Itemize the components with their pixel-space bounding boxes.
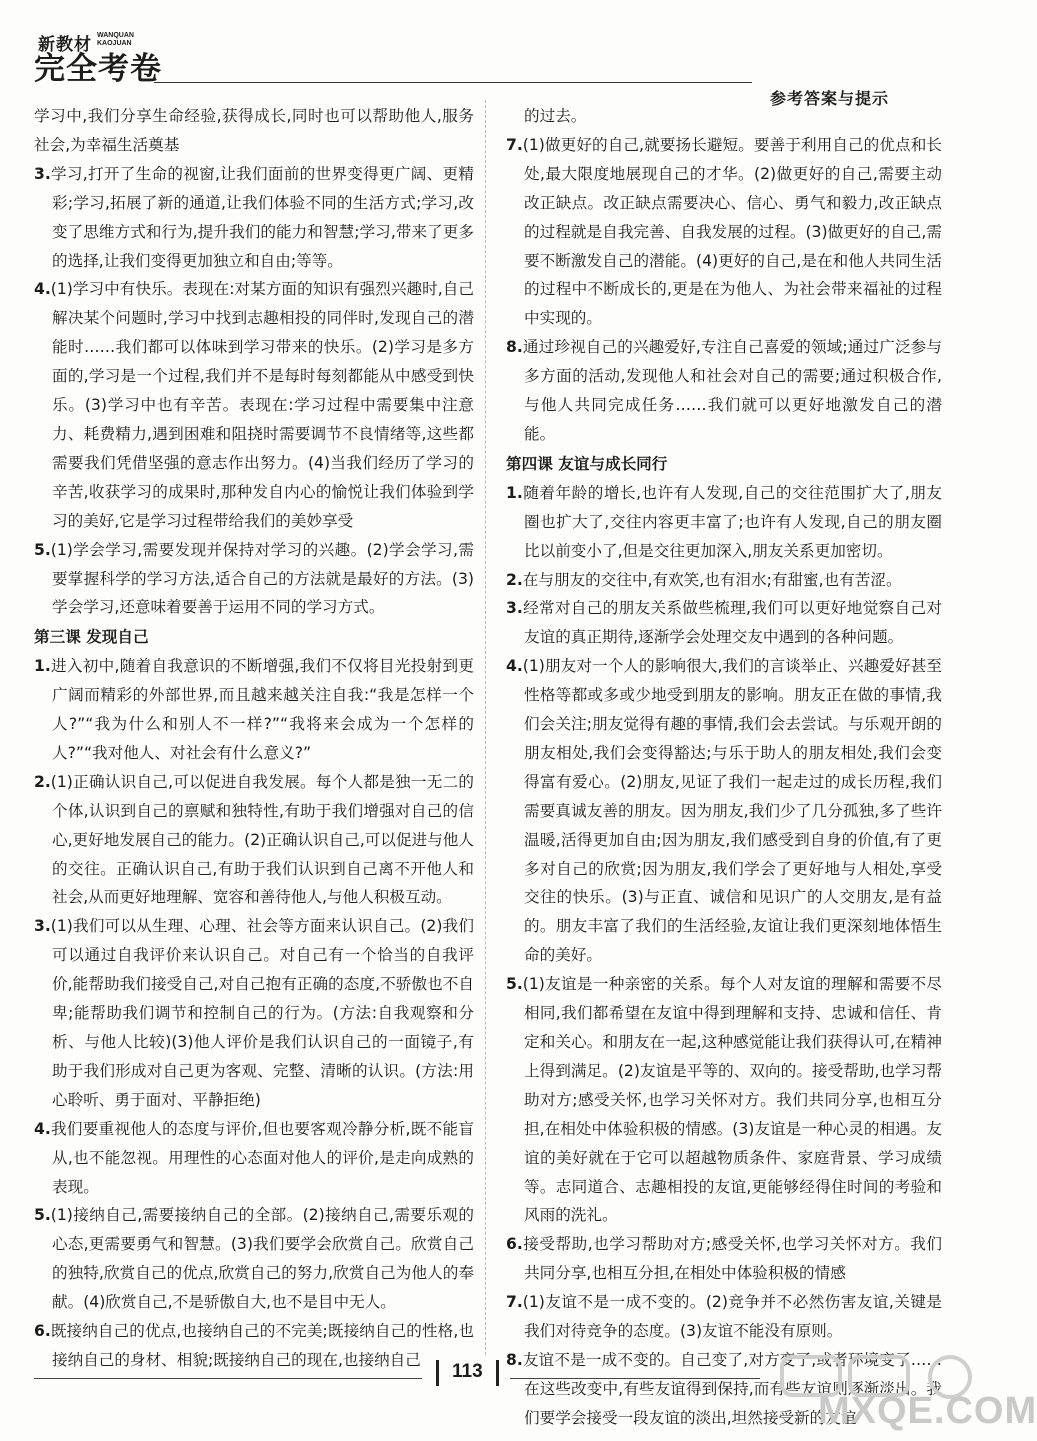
answer-continued: 学习中,我们分享生命经验,获得成长,同时也可以帮助他人,服务社会,为幸福生活奠基	[34, 107, 474, 154]
answer-continued: 的过去。	[524, 107, 587, 125]
lesson-heading: 第四课 友谊与成长同行	[506, 454, 668, 473]
header-rule	[154, 82, 752, 83]
answer-2: 2.(1)正确认识自己,可以促进自我发展。每个人都是独一无二的个体,认识到自己的禀赋和独特性,有助于我们增强对自己的信心,更好地发展自己的能力。(2)正确认识自己,可以促进与他人的交往。正确认识自己,有助于我们认识到自己离不开他人和社会,从而更好地理解、宽容和善待他人,与他人积极互动。	[34, 772, 474, 907]
watermark-text: MXQE.COM	[818, 1390, 1037, 1432]
answer-1: 1.随着年龄的增长,也许有人发现,自己的交往范围扩大了,朋友圈也扩大了,交往内容更丰富了;也许有人发现,自己的朋友圈比以前变小了,但是交往更加深入,朋友关系更加密切。	[506, 483, 942, 560]
answer-2: 2.在与朋友的交往中,有欢笑,也有泪水;有甜蜜,也有苦涩。	[506, 570, 902, 589]
answer-3: 3.学习,打开了生命的视窗,让我们面前的世界变得更广阔、更精彩;学习,拓展了新的通道,让我们体验不同的生活方式;学习,改变了思维方式和行为,提升我们的能力和智慧;学习,带来了更多的选择,让我们变得更加独立和自由;等等。	[34, 164, 474, 270]
answer-4: 4.(1)朋友对一个人的影响很大,我们的言谈举止、兴趣爱好甚至性格等都或多或少地受到朋友的影响。朋友正在做的事情,我们会关注;朋友觉得有趣的事情,我们会去尝试。与乐观开朗的朋友相处,我们会变得豁达;与乐于助人的朋友相处,我们会变得富有爱心。(2)朋友,见证了我们一起走过的成长历程,我们需要真诚友善的朋友。因为朋友,我们少了几分孤独,多了些许温暖,活得更加自由;因为朋友,我们感受到自身的价值,有了更多对自己的欣赏;因为朋友,我们学会了更好地与人相处,享受交往的快乐。(3)与正直、诚信和见识广的人交朋友,是有益的。朋友丰富了我们的生活经验,友谊让我们更深刻地体悟生命的美好。	[506, 657, 942, 965]
footer-rule	[34, 1378, 422, 1379]
page-number: 113	[452, 1361, 483, 1382]
answer-7: 7.(1)做更好的自己,就要扬长避短。要善于利用自己的优点和长处,最大限度地展现自己的才华。(2)做更好的自己,需要主动改正缺点。改正缺点需要决心、信心、勇气和毅力,改正缺点的过程就是自我完善、自我发展的过程。(3)做更好的自己,需要不断激发自己的潜能。(4)更好的自己,是在和他人共同生活的过程中不断成长的,更是在为他人、为社会带来福祉的过程中实现的。	[506, 135, 942, 328]
series-logo: 新教材	[38, 35, 92, 55]
answer-3: 3.(1)我们可以从生理、心理、社会等方面来认识自己。(2)我们可以通过自我评价来认识自己。对自己有一个恰当的自我评价,能帮助我们接受自己,对自己抱有正确的态度,不骄傲也不自卑;能帮助我们调节和控制自己的行为。(方法:自我观察和分析、与他人比较)(3)他人评价是我们认识自己的一面镜子,有助于我们形成对自己更为客观、完整、清晰的认识。(方法:用心聆听、勇于面对、平静拒绝)	[34, 917, 474, 1109]
answer-4: 4.我们要重视他人的态度与评价,但也要客观冷静分析,既不能盲从,也不能忽视。用理性的心态面对他人的评价,是走向成熟的表现。	[34, 1119, 474, 1196]
answer-5: 5.(1)接纳自己,需要接纳自己的全部。(2)接纳自己,需要乐观的心态,更需要勇气和智慧。(3)我们要学会欣赏自己。欣赏自己的独特,欣赏自己的优点,欣赏自己的努力,欣赏自己为他人的奉献。(4)欣赏自己,不是骄傲自大,也不是目中无人。	[34, 1206, 474, 1312]
answer-1: 1.进入初中,随着自我意识的不断增强,我们不仅将目光投射到更广阔而精彩的外部世界,而且越来越关注自我:“我是怎样一个人?”“我为什么和别人不一样?”“我将来会成为一个怎样的人?”“我对他人、对社会有什么意义?”	[34, 657, 474, 762]
section-title: 参考答案与提示	[770, 89, 890, 108]
footer-bar	[436, 1360, 439, 1386]
series-logo-pinyin: WANQUAN KAOJUAN	[97, 32, 134, 47]
answer-3: 3.经常对自己的朋友关系做些梳理,我们可以更好地觉察自己对友谊的真正期待,逐渐学会处理交友中遇到的各种问题。	[506, 599, 942, 647]
column-divider	[485, 100, 486, 1355]
lesson-heading: 第三课 发现自己	[34, 628, 149, 647]
left-column	[34, 102, 474, 1375]
answer-5: 5.(1)友谊是一种亲密的关系。每个人对友谊的理解和需要不尽相同,我们都希望在友谊中得到理解和支持、忠诚和信任、肯定和关心。和朋友在一起,这种感觉能让我们获得认可,在精神上得到满足。(2)友谊是平等的、双向的。接受帮助,也学习帮助对方;感受关怀,也学习关怀对方。我们共同分享,也相互分担,在相处中体验积极的情感。(3)友谊是一种心灵的相遇。友谊的美好就在于它可以超越物质条件、家庭背景、学习成绩等。志同道合、志趣相投的友谊,更能够经得住时间的考验和风雨的洗礼。	[506, 975, 942, 1225]
answer-7: 7.(1)友谊不是一成不变的。(2)竞争并不必然伤害友谊,关键是我们对待竞争的态度。(3)友谊不能没有原则。	[506, 1293, 942, 1341]
answer-4: 4.(1)学习中有快乐。表现在:对某方面的知识有强烈兴趣时,自己解决某个问题时,学习中找到志趣相投的同伴时,发现自己的潜能时……我们都可以体味到学习带来的快乐。(2)学习是多方面的,学习是一个过程,我们并不是每时每刻都能从中感受到快乐。(3)学习中也有辛苦。表现在:学习过程中需要集中注意力、耗费精力,遇到困难和阻挠时需要调节不良情绪等,这些都需要我们凭借坚强的意志作出努力。(4)当我们经历了学习的辛苦,收获学习的成果时,那种发自内心的愉悦让我们体验到学习的美好,它是学习过程带给我们的美妙享受	[34, 280, 474, 530]
footer-bar	[496, 1360, 499, 1386]
answer-8: 8.友谊不是一成不变的。自己变了,对方变了,或者环境变了……在这些改变中,有些友谊得到保持,而有些友谊则逐渐淡出。我们要学会接受一段友谊的淡出,坦然接受新的友谊	[506, 1350, 942, 1427]
page-header	[0, 0, 1000, 108]
answer-5: 5.(1)学会学习,需要发现并保持对学习的兴趣。(2)学会学习,需要掌握科学的学习方法,适合自己的方法就是最好的方法。(3)学会学习,还意味着要善于运用不同的学习方式。	[34, 540, 474, 617]
answer-6: 6.既接纳自己的优点,也接纳自己的不完美;既接纳自己的性格,也接纳自己的身材、相貌;既接纳自己的现在,也接纳自己	[34, 1322, 474, 1369]
right-column	[506, 102, 942, 1433]
footer-rule	[510, 1378, 760, 1379]
answer-8: 8.通过珍视自己的兴趣爱好,专注自己喜爱的领域;通过广泛参与多方面的活动,发现他人和社会对自己的需要;通过积极合作,与他人共同完成任务……我们就可以更好地激发自己的潜能。	[506, 338, 942, 443]
answer-6: 6.接受帮助,也学习帮助对方;感受关怀,也学习关怀对方。我们共同分享,也相互分担,在相处中体验积极的情感	[506, 1235, 942, 1283]
book-title-logo: 完全考卷	[34, 51, 162, 87]
